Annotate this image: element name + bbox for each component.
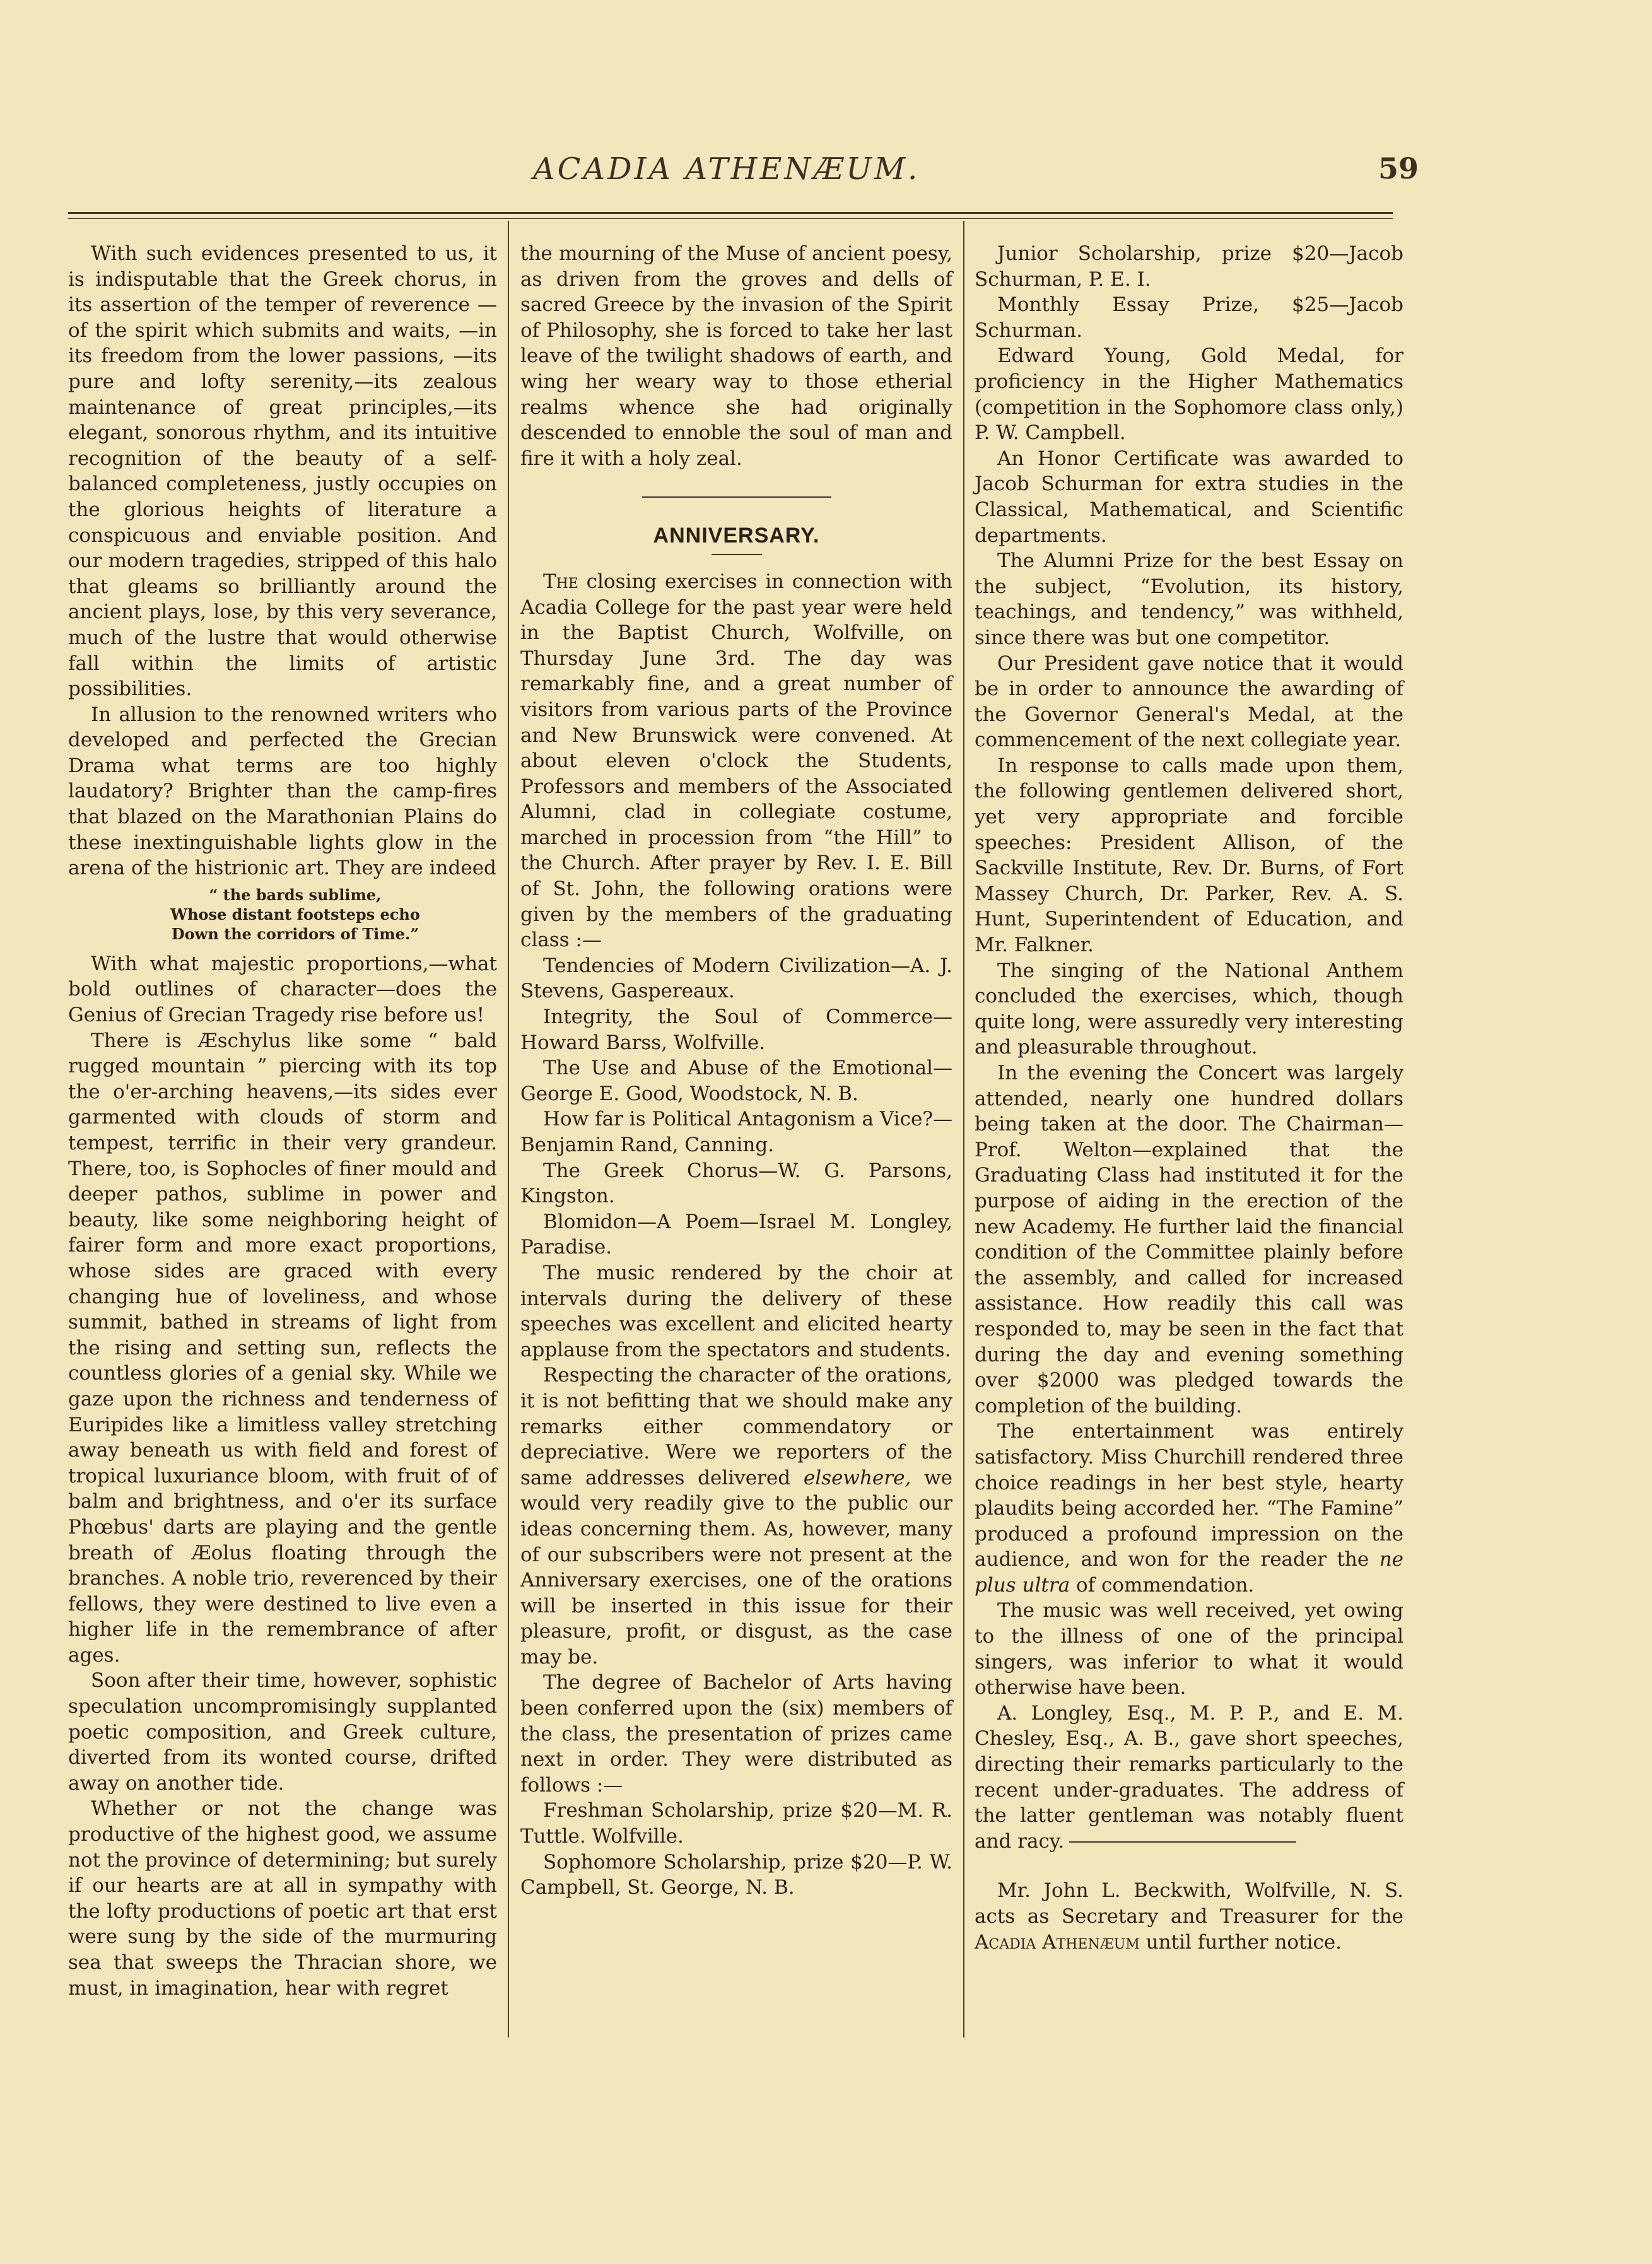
paragraph	[520, 569, 952, 953]
column-divider-1	[508, 221, 509, 2038]
verse-quote	[93, 885, 497, 944]
paragraph: With what majestic proportions,—what bold outlines of character—does the Genius of Grecian Tragedy rise before us!	[68, 952, 497, 1027]
paragraph: There is Æschylus like some “ bald rugged mountain ” piercing with its top the o'er-arching heavens,—its sides ever garmented with clouds of storm and tempest, terrific in their very grandeur. There, too, is Sophocles of finer mould and deeper pathos, sublime in power and beauty, like some neighboring height of fairer form and more exact proportions, whose sides are graced with every changing hue of loveliness, and whose summit, bathed in streams of light from the rising and setting sun, reflects the countless glories of a genial sky. While we gaze upon the richness and tenderness of Euripides like a limitless valley stretching away beneath us with field and forest of tropical luxuriance bloom, with fruit of of balm and brightness, and o'er its surface Phœbus' darts are playing and the gentle breath of Æolus floating through the branches. A noble trio, reverenced by their fellows, they were destined to live even a higher life in the remembrance of after ages.	[68, 1029, 497, 1667]
emphasis: elsewhere,	[803, 1466, 911, 1489]
column-2	[520, 241, 952, 1901]
oration-item: Integrity, the Soul of Commerce—Howard Barss, Wolfville.	[520, 1006, 952, 1054]
paragraph-text: Respecting the character of the orations, it is not befitting that we should make any remarks either commendatory or depreciative. Were we reporters of the same addresses delivered	[520, 1364, 952, 1489]
paragraph-text: The entertainment was entirely satisfactory. Miss Churchill rendered three choice readings in her best style, hearty plaudits being accorded her. “The Famine” produced a profound impression on the audience, and won for the reader the	[975, 1420, 1403, 1571]
paragraph-text: of commendation.	[1075, 1573, 1255, 1597]
paragraph: The degree of Bachelor of Arts having been conferred upon the (six) members of the class, the presentation of prizes came next in order. They were distributed as follows :—	[520, 1671, 952, 1797]
column-1	[68, 241, 497, 2001]
paragraph-text: closing exercises in connection with Acadia College for the past year were held in the Baptist Church, Wolfville, on Thursday June 3rd. The day was remarkably fine, and a great number of visitors from various parts of the Province and New Brunswick were convened. At about eleven o'clock the Students, Professors and members of the Associated Alumni, clad in collegiate costume, marched in procession from “the Hill” to the Church. After prayer by Rev. I. E. Bill of St. John, the following orations were given by the members of the graduating class :—	[520, 570, 952, 952]
emphasis: ne plus ultra	[975, 1548, 1403, 1597]
oration-item: The Use and Abuse of the Emotional—George E. Good, Woodstock, N. B.	[520, 1057, 952, 1105]
paragraph: With such evidences presented to us, it is indisputable that the Greek chorus, in its assertion of the temper of reverence —of the spirit which submits and waits, —in its freedom from the lower passions, —its pure and lofty serenity,—its zealous maintenance of great principles,—its elegant, sonorous rhythm, and its intuitive recognition of the beauty of a self-balanced completeness, justly occupies on the glorious heights of literature a conspicuous and enviable position. And our modern tragedies, stripped of this halo that gleams so brilliantly around the ancient plays, lose, by this very severance, much of the lustre that would otherwise fall within the limits of artistic possibilities.	[68, 242, 497, 701]
header-rule	[68, 212, 1393, 214]
paragraph: Soon after their time, however, sophistic speculation uncompromisingly supplanted poetic composition, and Greek culture, diverted from its wonted course, drifted away on another tide.	[68, 1669, 497, 1795]
prize-item: Junior Scholarship, prize $20—Jacob Schurman, P. E. I.	[975, 242, 1403, 291]
prize-item: Sophomore Scholarship, prize $20—P. W. Campbell, St. George, N. B.	[520, 1850, 952, 1899]
column-divider-2	[963, 221, 964, 2038]
paragraph	[520, 1363, 952, 1670]
paragraph: The Alumni Prize for the best Essay on the subject, “Evolution, its history, teachings, and tendency,” was withheld, since there was but one competitor.	[975, 549, 1403, 649]
section-divider	[642, 496, 831, 498]
running-title: ACADIA ATHENÆUM.	[533, 151, 920, 187]
publication-name: Acadia Athenæum	[975, 1930, 1140, 1954]
paragraph-text: Mr. John L. Beckwith, Wolfville, N. S. acts as Secretary and Treasurer for the	[975, 1879, 1403, 1928]
paragraph: In allusion to the renowned writers who developed and perfected the Grecian Drama what terms are too highly laudatory? Brighter than the camp-fires that blazed on the Marathonian Plains do these inextinguishable lights glow in the arena of the histrionic art. They are indeed	[68, 703, 497, 880]
notice-paragraph	[975, 1878, 1403, 1955]
closing-rule	[1069, 1841, 1296, 1843]
paragraph	[975, 1419, 1403, 1598]
page-header	[0, 151, 1652, 196]
paragraph-text: A. Longley, Esq., M. P. P., and E. M. Chesley, Esq., A. B., gave short speeches, directing their remarks particularly to the recent under-graduates. The address of the latter gentleman was notably fluent and racy.	[975, 1701, 1403, 1853]
paragraph: An Honor Certificate was awarded to Jacob Schurman for extra studies in the Classical, Mathematical, and Scientific departments.	[975, 447, 1403, 547]
header-rule-thin	[68, 218, 1393, 219]
paragraph: the mourning of the Muse of ancient poesy, as driven from the groves and dells of sacred Greece by the invasion of the Spirit of Philosophy, she is forced to take her last leave of the twilight shadows of earth, and wing her weary way to those etherial realms whence she had originally descended to ennoble the soul of man and fire it with a holy zeal.	[520, 242, 952, 470]
paragraph-text: we would very readily give to the public our ideas concerning them. As, however, many of our subscribers were not present at the Anniversary exercises, one of the orations will be inserted in this issue for their pleasure, profit, or disgust, as the case may be.	[520, 1466, 953, 1669]
heading-underline	[712, 554, 762, 555]
quote-line: Whose distant footsteps echo	[170, 905, 420, 924]
oration-item: Tendencies of Modern Civilization—A. J. Stevens, Gaspereaux.	[520, 954, 952, 1003]
paragraph: The music was well received, yet owing to the illness of one of the principal singers, was inferior to what it would otherwise have been.	[975, 1599, 1403, 1699]
quote-line: Down the corridors of Time.”	[171, 924, 419, 943]
quote-line: “ the bards sublime,	[209, 885, 382, 904]
paragraph: The singing of the National Anthem concluded the exercises, which, though quite long, were assuredly very interesting and pleasurable throughout.	[975, 959, 1403, 1059]
oration-item: Blomidon—A Poem—Israel M. Longley, Paradise.	[520, 1210, 952, 1259]
paragraph: Our President gave notice that it would be in order to announce the awarding of the Governor General's Medal, at the commencement of the next collegiate year.	[975, 652, 1403, 752]
paragraph	[975, 1701, 1403, 1855]
oration-item: The Greek Chorus—W. G. Parsons, Kingston.	[520, 1159, 952, 1208]
paragraph: In the evening the Concert was largely attended, nearly one hundred dollars being taken at the door. The Chairman—Prof. Welton—explained that the Graduating Class had instituted it for the purpose of aiding in the erection of the new Academy. He further laid the financial condition of the Committee plainly before the assembly, and called for increased assistance. How readily this call was responded to, may be seen in the fact that during the day and evening something over $2000 was pledged towards the completion of the building.	[975, 1062, 1403, 1417]
spacer	[975, 1854, 1403, 1878]
prize-item: Monthly Essay Prize, $25—Jacob Schurman.	[975, 293, 1403, 342]
column-3	[975, 241, 1403, 1955]
section-heading: ANNIVERSARY.	[653, 524, 820, 548]
paragraph-text: until further notice.	[1145, 1930, 1342, 1954]
oration-item: How far is Political Antagonism a Vice?—Benjamin Rand, Canning.	[520, 1108, 952, 1156]
prize-item: Freshman Scholarship, prize $20—M. R. Tuttle. Wolfville.	[520, 1799, 952, 1848]
paragraph: Whether or not the change was productive of the highest good, we assume not the province of determining; but surely if our hearts are at all in sympathy with the lofty productions of poetic art that erst were sung by the side of the murmuring sea that sweeps the Thracian shore, we must, in imagination, hear with regret	[68, 1797, 497, 2000]
paragraph: In response to calls made upon them, the following gentlemen delivered short, yet very appropriate and forcible speeches: President Allison, of the Sackville Institute, Rev. Dr. Burns, of Fort Massey Church, Dr. Parker, Rev. A. S. Hunt, Superintendent of Education, and Mr. Falkner.	[975, 754, 1403, 957]
lead-word: The	[543, 570, 578, 593]
paragraph: The music rendered by the choir at intervals during the delivery of these speeches was excellent and elicited hearty applause from the spectators and students.	[520, 1261, 952, 1361]
page-number: 59	[1378, 151, 1419, 185]
prize-item: Edward Young, Gold Medal, for proficiency in the Higher Mathematics (competition in the Sophomore class only,) P. W. Campbell.	[975, 344, 1403, 445]
